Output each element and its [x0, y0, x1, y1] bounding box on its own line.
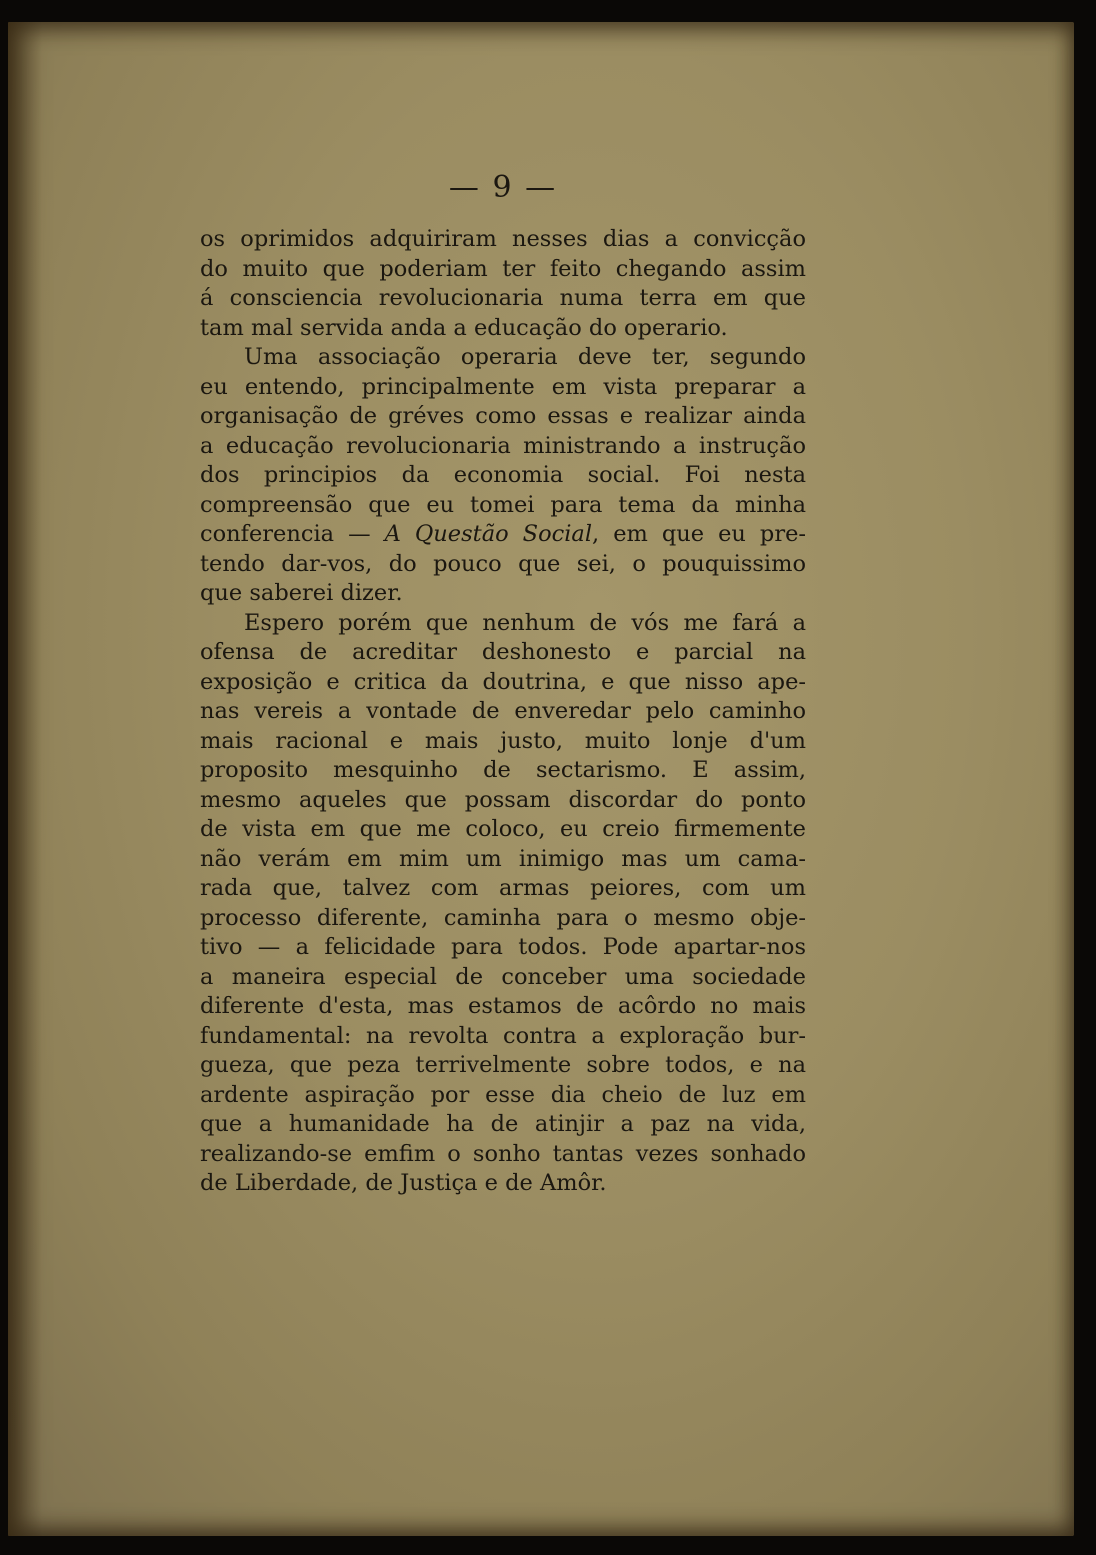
text-line: os oprimidos adquiriram nesses dias a convicção: [200, 226, 806, 252]
text-line: mesmo aqueles que possam discordar do ponto: [200, 786, 806, 813]
text-line: rada que, talvez com armas peiores, com um: [200, 875, 806, 901]
text-line: exposição e critica da doutrina, e que nisso ape-: [200, 668, 806, 695]
body-text: [200, 225, 806, 1199]
text-line: eu entendo, principalmente em vista preparar a: [200, 373, 806, 400]
text-line: á consciencia revolucionaria numa terra em que: [200, 285, 806, 311]
page-content: [200, 170, 806, 1199]
text-line: gueza, que peza terrivelmente sobre todos, e na: [200, 1052, 806, 1078]
text-line: diferente d'esta, mas estamos de acôrdo no mais: [200, 993, 806, 1019]
text-line: de Liberdade, de Justiça e de Amôr.: [200, 1170, 607, 1196]
text-line: realizando-se emfim o sonho tantas vezes sonhado: [200, 1140, 806, 1167]
page-spine-shadow: [8, 22, 42, 1536]
text-line: Espero porém que nenhum de vós me fará a: [244, 609, 806, 636]
text-line: conferencia — A Questão Social, em que eu pre-: [200, 521, 806, 547]
text-line: proposito mesquinho de sectarismo. E assim,: [200, 757, 806, 783]
text-line: Uma associação operaria deve ter, segundo: [244, 344, 806, 370]
text-line: organisação de gréves como essas e realizar ainda: [200, 403, 806, 429]
text-line: dos principios da economia social. Foi nesta: [200, 462, 806, 488]
text-line: mais racional e mais justo, muito lonje d'um: [200, 727, 806, 754]
text-line: tendo dar-vos, do pouco que sei, o pouquissimo: [200, 550, 806, 577]
text-line: de vista em que me coloco, eu creio firmemente: [200, 816, 806, 842]
text-line: compreensão que eu tomei para tema da minha: [200, 491, 806, 518]
text-line: que a humanidade ha de atinjir a paz na vida,: [200, 1111, 806, 1137]
page-number: — 9 —: [448, 170, 558, 205]
text-line: fundamental: na revolta contra a exploração bur-: [200, 1022, 806, 1049]
text-line: tivo — a felicidade para todos. Pode apartar-nos: [200, 934, 806, 960]
text-line: não verám em mim um inimigo mas um cama-: [200, 845, 806, 872]
text-line: nas vereis a vontade de enveredar pelo caminho: [200, 698, 806, 724]
text-line: tam mal servida anda a educação do operario.: [200, 314, 728, 341]
text-line: ofensa de acreditar deshonesto e parcial na: [200, 639, 806, 665]
text-line: do muito que poderiam ter feito chegando assim: [200, 255, 806, 282]
text-line: ardente aspiração por esse dia cheio de luz em: [200, 1081, 806, 1108]
text-line: que saberei dizer.: [200, 580, 403, 606]
text-line: a educação revolucionaria ministrando a instrução: [200, 432, 806, 459]
text-line: processo diferente, caminha para o mesmo obje-: [200, 904, 806, 931]
text-line: a maneira especial de conceber uma sociedade: [200, 963, 806, 990]
